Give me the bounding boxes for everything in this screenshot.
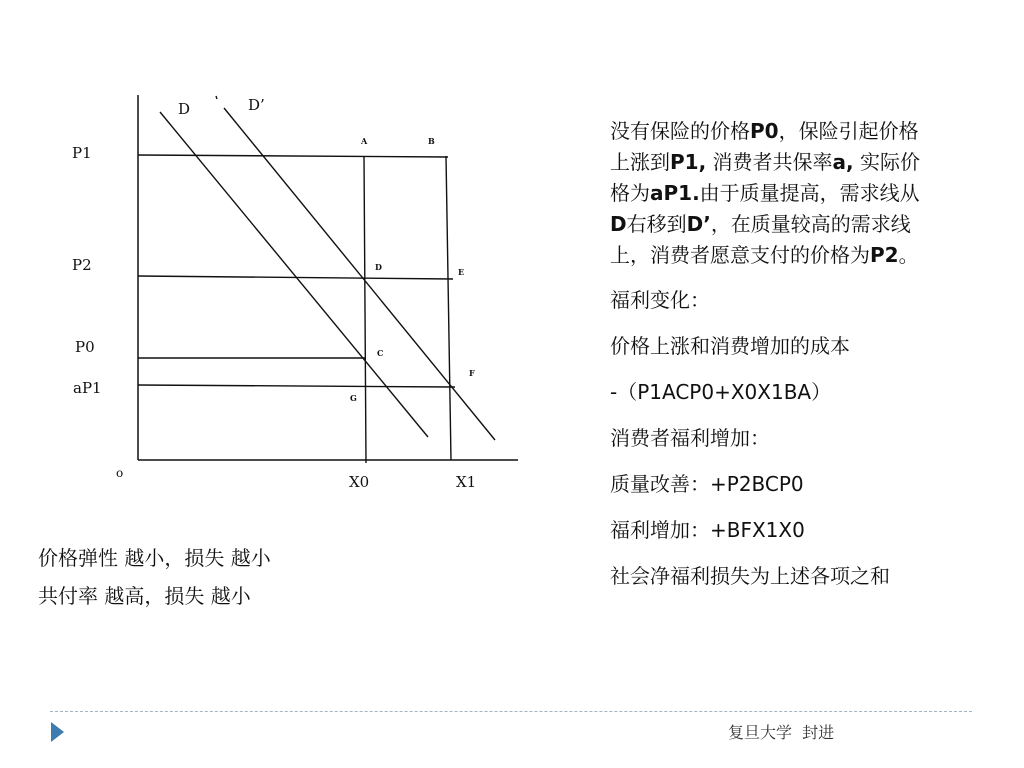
label-p0: P0 [75, 338, 95, 356]
curve-label-d-prime: D’ [248, 96, 265, 114]
explanation-panel [610, 116, 930, 607]
welfare-item-quality: 质量改善：+P2BCP0 [610, 472, 804, 496]
paragraph-segment: P2 [870, 243, 899, 267]
paragraph-segment: P1, [670, 150, 707, 174]
label-origin: o [116, 466, 124, 480]
paragraph-segment: D’ [686, 212, 711, 236]
x1-quantity-line [446, 156, 451, 460]
label-x1: X1 [456, 473, 477, 491]
footer-text: 复旦大学 封进 [728, 723, 835, 742]
point-label-c: C [377, 348, 384, 358]
point-label-a: A [361, 136, 368, 146]
explanation-paragraph [610, 116, 930, 271]
label-ap1: aP1 [73, 379, 102, 397]
point-label-f: F [469, 368, 475, 378]
footer-divider [50, 711, 972, 712]
paragraph-segment: ，在质量较高的需求线上，消费者愿意支付的价格为 [610, 212, 911, 267]
paragraph-segment: P0 [750, 119, 779, 143]
label-p1: P1 [72, 144, 92, 162]
x0-quantity-line [364, 156, 366, 463]
demand-curve-d [160, 112, 428, 437]
paragraph-segment: 右移到 [626, 212, 687, 236]
curve-label-tick [216, 96, 217, 99]
welfare-item-increase: 福利增加：+BFX1X0 [610, 518, 805, 542]
conclusion-coinsurance: 共付率 越高，损失 越小 [38, 584, 251, 608]
label-p2: P2 [72, 256, 92, 274]
welfare-item-cost: 价格上涨和消费增加的成本 [610, 334, 850, 358]
welfare-item-consumer-gain: 消费者福利增加： [610, 426, 770, 450]
paragraph-segment: 实际价格为 [610, 150, 920, 205]
ap1-price-line [138, 385, 455, 387]
curve-label-d: D [178, 100, 191, 118]
conclusions [38, 542, 398, 618]
paragraph-segment: 没有保险的价格 [610, 119, 750, 143]
demand-curve-d-prime [224, 108, 495, 440]
p1-price-line [138, 155, 448, 157]
conclusion-elasticity: 价格弹性 越小，损失 越小 [38, 546, 271, 570]
label-x0: X0 [349, 473, 370, 491]
paragraph-segment: D [610, 212, 627, 236]
paragraph-segment: ，保险引起价格上涨到 [610, 119, 919, 174]
point-label-b: B [428, 136, 435, 146]
paragraph-segment: a, [832, 150, 854, 174]
welfare-item-net-loss: 社会净福利损失为上述各项之和 [610, 564, 890, 588]
point-label-e: E [458, 267, 465, 277]
paragraph-segment: aP1. [650, 181, 700, 205]
paragraph-segment: 。 [898, 243, 919, 267]
footer-arrow-icon [51, 722, 64, 742]
point-label-d: D [375, 262, 382, 272]
paragraph-segment: 由于质量提高，需求线从 [699, 181, 920, 205]
welfare-item-cost-formula: -（P1ACP0+X0X1BA） [610, 380, 832, 404]
point-label-g: G [350, 393, 357, 403]
paragraph-segment: 消费者共保率 [706, 150, 833, 174]
demand-diagram [0, 0, 560, 520]
welfare-change-title: 福利变化： [610, 288, 710, 312]
